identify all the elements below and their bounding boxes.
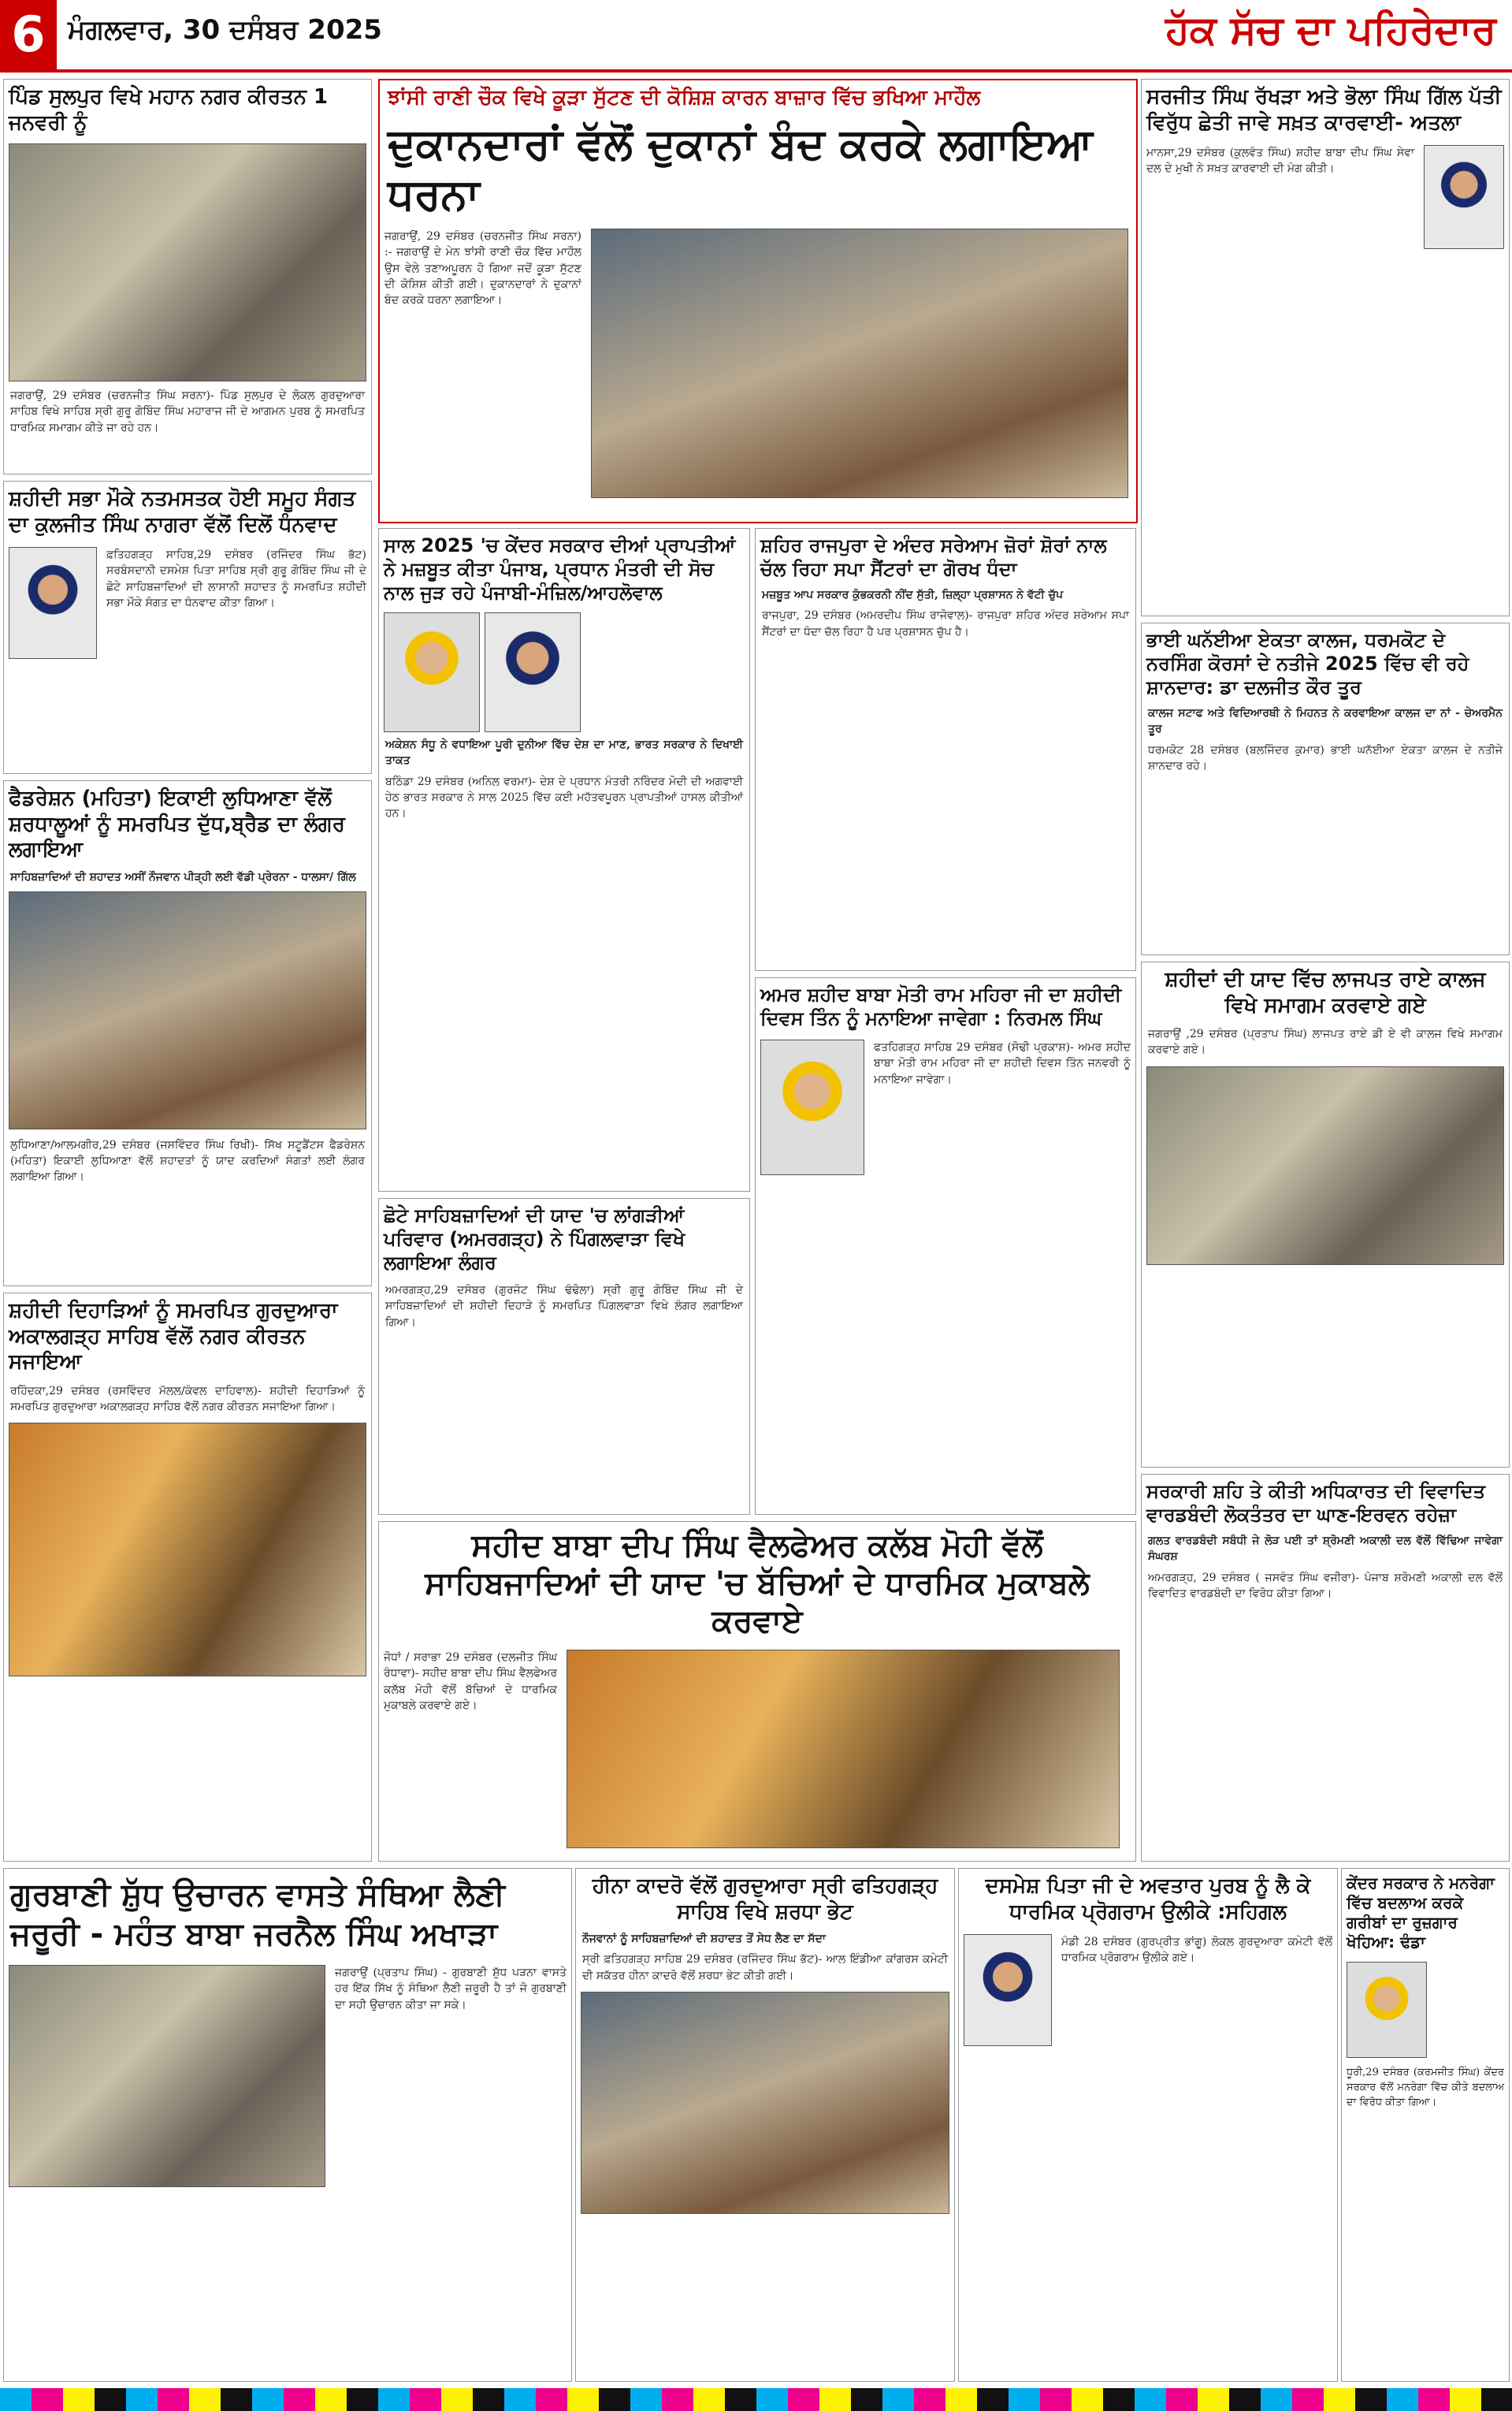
story-headline: ਸਹੀਦ ਬਾਬਾ ਦੀਪ ਸਿੰਘ ਵੈਲਫੇਅਰ ਕਲੱਬ ਮੋਹੀ ਵੱਲੋਂ ਸਾਹਿਬਜਾਦਿਆਂ ਦੀ ਯਾਦ 'ਚ ਬੱਚਿਆਂ ਦੇ ਧਾਰਮਿਕ ਮੁਕਾਬਲੇ ਕਰਵਾਏ — [425, 1527, 1090, 1639]
story-s14 — [1141, 79, 1510, 616]
story-headline: ਗੁਰਬਾਣੀ ਸ਼ੁੱਧ ਉਚਾਰਨ ਵਾਸਤੇ ਸੰਥਿਆ ਲੈਣੀ ਜਰੂਰੀ - ਮਹੰਤ ਬਾਬਾ ਜਰਨੈਲ ਸਿੰਘ ਅਖਾੜਾ — [10, 1877, 505, 1952]
story-s13 — [958, 1868, 1338, 2382]
story-s18 — [1341, 1868, 1510, 2382]
story-s2 — [3, 481, 372, 774]
story-photo — [581, 1992, 949, 2214]
story-body: ਰਾਜਪੁਰਾ, 29 ਦਸੰਬਰ (ਅਮਰਦੀਪ ਸਿੰਘ ਰਾਜੋਵਾਲ)- ਰਾਜਪੁਰਾ ਸ਼ਹਿਰ ਅੰਦਰ ਸ਼ਰੇਆਮ ਸਪਾ ਸੈਂਟਰਾਂ ਦਾ ਧੰਦਾ ਚੱਲ ਰਿਹਾ ਹੈ ਪਰ ਪ੍ਰਸ਼ਾਸਨ ਚੁੱਪ ਹੈ। — [762, 609, 1129, 638]
story-caption: ਮਜ਼ਬੂਤ ਆਪ ਸਰਕਾਰ ਕੁੰਭਕਰਨੀ ਨੀਂਦ ਸੁੱਤੀ, ਜ਼ਿਲ੍ਹਾ ਪ੍ਰਸ਼ਾਸਨ ਨੇ ਵੱਟੀ ਚੁੱਪ — [762, 589, 1064, 601]
story-portrait — [9, 547, 97, 659]
story-headline: ਛੋਟੇ ਸਾਹਿਬਜ਼ਾਦਿਆਂ ਦੀ ਯਾਦ 'ਚ ਲਾਂਗੜੀਆਂ ਪਰਿਵਾਰ (ਅਮਰਗੜ੍ਹ) ਨੇ ਪਿੰਗਲਵਾੜਾ ਵਿਖੇ ਲਗਾਇਆ ਲੰਗਰ — [384, 1204, 685, 1274]
story-body: ਲੁਧਿਆਣਾ/ਆਲਮਗੀਰ,29 ਦਸੰਬਰ (ਜਸਵਿੰਦਰ ਸਿੰਘ ਰਿਖੀ)- ਸਿੱਖ ਸਟੂਡੈਂਟਸ ਫੈਡਰੇਸ਼ਨ (ਮਹਿਤਾ) ਇਕਾਈ ਲੁਧਿਆਣਾ ਵੱਲੋਂ ਸ਼ਹਾਦਤਾਂ ਨੂੰ ਯਾਦ ਕਰਦਿਆਂ ਸੰਗਤਾਂ ਲਈ ਲੰਗਰ ਲਗਾਇਆ ਗਿਆ। — [10, 1138, 365, 1184]
story-s8 — [378, 1198, 750, 1515]
story-s3 — [3, 780, 372, 1286]
story-headline: ਦਸਮੇਸ਼ ਪਿਤਾ ਜੀ ਦੇ ਅਵਤਾਰ ਪੁਰਬ ਨੂੰ ਲੈ ਕੇ ਧਾਰਮਿਕ ਪ੍ਰੋਗਰਾਮ ਉਲੀਕੇ :ਸਹਿਗਲ — [985, 1874, 1311, 1924]
story-headline: ਪਿੰਡ ਸੁਲਪੁਰ ਵਿਖੇ ਮਹਾਨ ਨਗਰ ਕੀਰਤਨ 1 ਜਨਵਰੀ ਨੂੰ — [9, 85, 329, 135]
story-s10 — [755, 977, 1136, 1515]
story-caption: ਨੌਜਵਾਨਾਂ ਨੂੰ ਸਾਹਿਬਜ਼ਾਦਿਆਂ ਦੀ ਸ਼ਹਾਦਤ ਤੋਂ ਸੇਧ ਲੈਣ ਦਾ ਸੱਦਾ — [582, 1933, 826, 1945]
story-headline: ਸ਼ਹਿਰ ਰਾਜਪੁਰਾ ਦੇ ਅੰਦਰ ਸਰੇਆਮ ਜ਼ੋਰਾਂ ਸ਼ੋਰਾਂ ਨਾਲ ਚੱਲ ਰਿਹਾ ਸਪਾ ਸੈਂਟਰਾਂ ਦਾ ਗੋਰਖ ਧੰਦਾ — [760, 534, 1107, 580]
story-body: ਜਗਰਾਉਂ, 29 ਦਸੰਬਰ (ਚਰਨਜੀਤ ਸਿੰਘ ਸਰਨਾ) :- ਜਗਰਾਉਂ ਦੇ ਮੇਨ ਝਾਂਸੀ ਰਾਣੀ ਚੌਕ ਵਿੱਚ ਮਾਹੌਲ ਉਸ ਵੇਲੇ ਤਣਾਅਪੂਰਨ ਹੋ ਗਿਆ ਜਦੋਂ ਕੂੜਾ ਸੁੱਟਣ ਦੀ ਕੋਸ਼ਿਸ਼ ਕੀਤੀ ਗਈ। ਦੁਕਾਨਦਾਰਾਂ ਨੇ ਦੁਕਾਨਾਂ ਬੰਦ ਕਰਕੇ ਧਰਨਾ ਲਗਾਇਆ। — [385, 230, 581, 307]
story-body: ਜਗਰਾਉਂ, 29 ਦਸੰਬਰ (ਚਰਨਜੀਤ ਸਿੰਘ ਸਰਨਾ)- ਪਿੰਡ ਸੁਲਪੁਰ ਦੇ ਲੋਕਲ ਗੁਰਦੁਆਰਾ ਸਾਹਿਬ ਵਿਖੇ ਸਾਹਿਬ ਸ੍ਰੀ ਗੁਰੂ ਗੋਬਿੰਦ ਸਿੰਘ ਮਹਾਰਾਜ ਜੀ ਦੇ ਆਗਮਨ ਪੁਰਬ ਨੂੰ ਸਮਰਪਿਤ ਧਾਰਮਿਕ ਸਮਾਗਮ ਕੀਤੇ ਜਾ ਰਹੇ ਹਨ। — [10, 389, 365, 434]
story-photo — [567, 1650, 1120, 1848]
story-portrait — [1424, 145, 1504, 249]
story-body: ਧਰਮਕੋਟ 28 ਦਸੰਬਰ (ਬਲਜਿੰਦਰ ਕੁਮਾਰ) ਭਾਈ ਘਨੱਈਆ ਏਕਤਾ ਕਾਲਜ ਦੇ ਨਤੀਜੇ ਸ਼ਾਨਦਾਰ ਰਹੇ। — [1148, 743, 1503, 772]
story-caption: ਸਾਹਿਬਜ਼ਾਦਿਆਂ ਦੀ ਸ਼ਹਾਦਤ ਅਸੀਂ ਨੌਜਵਾਨ ਪੀੜ੍ਹੀ ਲਈ ਵੱਡੀ ਪ੍ਰੇਰਨਾ - ਧਾਲਸਾ/ ਗਿੱਲ — [10, 870, 356, 884]
story-headline: ਦੁਕਾਨਦਾਰਾਂ ਵੱਲੋਂ ਦੁਕਾਨਾਂ ਬੰਦ ਕਰਕੇ ਲਗਾਇਆ ਧਰਨਾ — [388, 118, 1093, 220]
story-s9 — [755, 528, 1136, 971]
story-s4 — [3, 1293, 372, 1862]
story-headline: ਸਰਕਾਰੀ ਸ਼ਹਿ ਤੇ ਕੀਤੀ ਅਧਿਕਾਰਤ ਦੀ ਵਿਵਾਦਿਤ ਵਾਰਡਬੰਦੀ ਲੋਕਤੰਤਰ ਦਾ ਘਾਣ-ਇਰਵਨ ਰਹੇਜ਼ਾ — [1146, 1480, 1486, 1526]
story-photo — [9, 1423, 366, 1676]
story-photo — [9, 143, 366, 381]
story-portrait — [964, 1934, 1052, 2046]
masthead-logo: ਹੱਕ ਸੱਚ ਦਾ ਪਹਿਰੇਦਾਰ — [1165, 6, 1496, 53]
story-body: ਫ਼ਤਿਹਗੜ੍ਹ ਸਾਹਿਬ,29 ਦਸੰਬਰ (ਰਜਿੰਦਰ ਸਿੰਘ ਭੱਟ) ਸਰਬੰਸਦਾਨੀ ਦਸਮੇਸ਼ ਪਿਤਾ ਸਾਹਿਬ ਸ੍ਰੀ ਗੁਰੂ ਗੋਬਿੰਦ ਸਿੰਘ ਜੀ ਦੇ ਛੋਟੇ ਸਾਹਿਬਜ਼ਾਦਿਆਂ ਦੀ ਲਾਸਾਨੀ ਸ਼ਹਾਦਤ ਨੂੰ ਸਮਰਪਿਤ ਸ਼ਹੀਦੀ ਸਭਾ ਮੌਕੇ ਸੰਗਤ ਦਾ ਧੰਨਵਾਦ ਕੀਤਾ ਗਿਆ। — [106, 549, 366, 609]
story-photo — [9, 1965, 325, 2187]
story-headline: ਫੈਡਰੇਸ਼ਨ (ਮਹਿਤਾ) ਇਕਾਈ ਲੁਧਿਆਣਾ ਵੱਲੋਂ ਸ਼ਰਧਾਲੂਆਂ ਨੂੰ ਸਮਰਪਿਤ ਦੁੱਧ,ਬ੍ਰੈਡ ਦਾ ਲੰਗਰ ਲਗਾਇਆ — [9, 787, 345, 861]
story-headline: ਸਾਲ 2025 'ਚ ਕੇਂਦਰ ਸਰਕਾਰ ਦੀਆਂ ਪ੍ਰਾਪਤੀਆਂ ਨੇ ਮਜ਼ਬੂਤ ਕੀਤਾ ਪੰਜਾਬ, ਪ੍ਰਧਾਨ ਮੰਤਰੀ ਦੀ ਸੋਚ ਨਾਲ ਜੁੜ ਰਹੇ ਪੰਜਾਬੀ-ਮੰਜ਼ਿਲ/ਆਹਲੋਵਾਲ — [384, 534, 736, 604]
story-caption: ਗਲਤ ਵਾਰਡਬੰਦੀ ਸਬੰਧੀ ਜੇ ਲੋੜ ਪਈ ਤਾਂ ਸ਼੍ਰੋਮਣੀ ਅਕਾਲੀ ਦਲ ਵੱਲੋਂ ਵਿੱਢਿਆ ਜਾਵੇਗਾ ਸੰਘਰਸ਼ — [1148, 1535, 1503, 1564]
story-s5 — [3, 1868, 572, 2382]
portrait-left — [384, 612, 480, 732]
story-portrait — [760, 1040, 864, 1175]
story-headline: ਭਾਈ ਘਨੱਈਆ ਏਕਤਾ ਕਾਲਜ, ਧਰਮਕੋਟ ਦੇ ਨਰਸਿੰਗ ਕੋਰਸਾਂ ਦੇ ਨਤੀਜੇ 2025 ਵਿੱਚ ਵੀ ਰਹੇ ਸ਼ਾਨਦਾਰ: ਡਾ ਦਲਜੀਤ ਕੌਰ ਤੂਰ — [1146, 629, 1469, 698]
story-body: ਧੂਰੀ,29 ਦਸੰਬਰ (ਕਰਮਜੀਤ ਸਿੰਘ) ਕੇਂਦਰ ਸਰਕਾਰ ਵੱਲੋਂ ਮਨਰੇਗਾ ਵਿੱਚ ਕੀਤੇ ਬਦਲਾਅ ਦਾ ਵਿਰੋਧ ਕੀਤਾ ਗਿਆ। — [1347, 2067, 1504, 2108]
story-body: ਅਮਰਗੜ੍ਹ,29 ਦਸੰਬਰ (ਗੁਰਜੰਟ ਸਿੰਘ ਢੰਢੋਲਾ) ਸ੍ਰੀ ਗੁਰੂ ਗੋਬਿੰਦ ਸਿੰਘ ਜੀ ਦੇ ਸਾਹਿਬਜ਼ਾਦਿਆਂ ਦੀ ਸ਼ਹੀਦੀ ਦਿਹਾੜੇ ਨੂੰ ਸਮਰਪਿਤ ਪਿੰਗਲਵਾੜਾ ਵਿਖੇ ਲੰਗਰ ਲਗਾਇਆ ਗਿਆ। — [385, 1284, 743, 1329]
story-headline: ਸਰਜੀਤ ਸਿੰਘ ਰੱਖੜਾ ਅਤੇ ਭੋਲਾ ਸਿੰਘ ਗਿੱਲ ਪੱਤੀ ਵਿਰੁੱਧ ਛੇਤੀ ਜਾਵੇ ਸਖ਼ਤ ਕਾਰਵਾਈ- ਅਤਲਾ — [1146, 85, 1502, 135]
story-body: ਜੋਧਾਂ / ਸਰਾਭਾ 29 ਦਸੰਬਰ (ਦਲਜੀਤ ਸਿੰਘ ਰੰਧਾਵਾ)- ਸਹੀਦ ਬਾਬਾ ਦੀਪ ਸਿੰਘ ਵੈਲਫੇਅਰ ਕਲੱਬ ਮੋਹੀ ਵੱਲੋਂ ਬੱਚਿਆਂ ਦੇ ਧਾਰਮਿਕ ਮੁਕਾਬਲੇ ਕਰਵਾਏ ਗਏ। — [384, 1651, 557, 1712]
portrait-right — [485, 612, 581, 732]
story-s16 — [1141, 962, 1510, 1468]
story-s6 — [378, 79, 1138, 523]
story-s1 — [3, 79, 372, 474]
story-headline: ਹੀਨਾ ਕਾਦਰੋ ਵੱਲੋਂ ਗੁਰਦੁਆਰਾ ਸ੍ਰੀ ਫਤਿਹਗੜ੍ਹ ਸਾਹਿਬ ਵਿਖੇ ਸ਼ਰਧਾ ਭੇਟ — [592, 1874, 938, 1924]
story-headline: ਸ਼ਹੀਦੀ ਦਿਹਾੜਿਆਂ ਨੂੰ ਸਮਰਪਿਤ ਗੁਰਦੁਆਰਾ ਅਕਾਲਗੜ੍ਹ ਸਾਹਿਬ ਵੱਲੋਂ ਨਗਰ ਕੀਰਤਨ ਸਜਾਇਆ — [9, 1299, 338, 1374]
story-photo — [9, 891, 366, 1129]
story-photo — [1146, 1066, 1504, 1265]
story-body: ਮਾਨਸਾ,29 ਦਸੰਬਰ (ਕੁਲਵੰਤ ਸਿੰਘ) ਸ਼ਹੀਦ ਬਾਬਾ ਦੀਪ ਸਿੰਘ ਸੇਵਾ ਦਲ ਦੇ ਮੁਖੀ ਨੇ ਸਖ਼ਤ ਕਾਰਵਾਈ ਦੀ ਮੰਗ ਕੀਤੀ। — [1146, 147, 1414, 176]
story-caption: ਅਕੇਸ਼ਨ ਸੰਧੂ ਨੇ ਵਧਾਇਆ ਪੂਰੀ ਦੁਨੀਆ ਵਿੱਚ ਦੇਸ਼ ਦਾ ਮਾਣ, ਭਾਰਤ ਸਰਕਾਰ ਨੇ ਦਿਖਾਈ ਤਾਕਤ — [385, 739, 743, 768]
story-s12 — [575, 1868, 955, 2382]
story-headline: ਸ਼ਹੀਦੀ ਸਭਾ ਮੌਕੇ ਨਤਮਸਤਕ ਹੋਈ ਸਮੂਹ ਸੰਗਤ ਦਾ ਕੁਲਜੀਤ ਸਿੰਘ ਨਾਗਰਾ ਵੱਲੋਂ ਦਿਲੋਂ ਧੰਨਵਾਦ — [9, 487, 356, 537]
story-s7 — [378, 528, 750, 1192]
story-headline: ਸ਼ਹੀਦਾਂ ਦੀ ਯਾਦ ਵਿੱਚ ਲਾਜਪਤ ਰਾਏ ਕਾਲਜ ਵਿਖੇ ਸਮਾਗਮ ਕਰਵਾਏ ਗਏ — [1165, 968, 1486, 1018]
page-date: ਮੰਗਲਵਾਰ, 30 ਦਸੰਬਰ 2025 — [68, 14, 382, 46]
story-body: ਜਗਰਾਉਂ (ਪ੍ਰਤਾਪ ਸਿੰਘ) - ਗੁਰਬਾਣੀ ਸ਼ੁੱਧ ਪੜਨਾ ਵਾਸਤੇ ਹਰ ਇੱਕ ਸਿੱਖ ਨੂੰ ਸੰਥਿਆ ਲੈਣੀ ਜ਼ਰੂਰੀ ਹੈ ਤਾਂ ਜੋ ਗੁਰਬਾਣੀ ਦਾ ਸਹੀ ਉਚਾਰਨ ਕੀਤਾ ਜਾ ਸਕੇ। — [335, 1966, 567, 2011]
story-body: ਮੰਡੀ 28 ਦਸੰਬਰ (ਗੁਰਪ੍ਰੀਤ ਭਾਂਗੂ) ਲੋਕਲ ਗੁਰਦੁਆਰਾ ਕਮੇਟੀ ਵੱਲੋਂ ਧਾਰਮਿਕ ਪ੍ਰੋਗਰਾਮ ਉਲੀਕੇ ਗਏ। — [1061, 1936, 1332, 1965]
story-photo — [591, 229, 1128, 498]
page-header — [0, 0, 1512, 73]
story-body: ਫਤਹਿਗੜ੍ਹ ਸਾਹਿਬ 29 ਦਸੰਬਰ (ਸੋਢੀ ਪ੍ਰਕਾਸ਼)- ਅਮਰ ਸ਼ਹੀਦ ਬਾਬਾ ਮੋਤੀ ਰਾਮ ਮਹਿਰਾ ਜੀ ਦਾ ਸ਼ਹੀਦੀ ਦਿਵਸ ਤਿੰਨ ਜਨਵਰੀ ਨੂੰ ਮਨਾਇਆ ਜਾਵੇਗਾ। — [874, 1041, 1131, 1086]
story-s17 — [1141, 1474, 1510, 1862]
story-headline: ਕੇਂਦਰ ਸਰਕਾਰ ਨੇ ਮਨਰੇਗਾ ਵਿੱਚ ਬਦਲਾਅ ਕਰਕੇ ਗਰੀਬਾਂ ਦਾ ਰੁਜ਼ਗਾਰ ਖੋਹਿਆ: ਢੰਡਾ — [1347, 1873, 1495, 1951]
story-body: ਰਹਿੰਦਕਾ,29 ਦਸੰਬਰ (ਰਸਵਿੰਦਰ ਮੱਲਲ/ਕੰਵਲ ਦਾਹਿਵਾਲ)- ਸ਼ਹੀਦੀ ਦਿਹਾੜਿਆਂ ਨੂੰ ਸਮਰਪਿਤ ਗੁਰਦੁਆਰਾ ਅਕਾਲਗੜ੍ਹ ਸਾਹਿਬ ਵੱਲੋਂ ਨਗਰ ਕੀਰਤਨ ਸਜਾਇਆ ਗਿਆ। — [10, 1384, 365, 1413]
story-caption: ਕਾਲਜ ਸਟਾਫ ਅਤੇ ਵਿਦਿਆਰਥੀ ਨੇ ਮਿਹਨਤ ਨੇ ਕਰਵਾਇਆ ਕਾਲਜ ਦਾ ਨਾਂ - ਚੇਅਰਮੈਨ ਤੂਰ — [1148, 707, 1503, 736]
story-s15 — [1141, 623, 1510, 955]
story-body: ਜਗਰਾਉਂ ,29 ਦਸੰਬਰ (ਪ੍ਰਤਾਪ ਸਿੰਘ) ਲਾਜਪਤ ਰਾਏ ਡੀ ਏ ਵੀ ਕਾਲਜ ਵਿਖੇ ਸਮਾਗਮ ਕਰਵਾਏ ਗਏ। — [1148, 1028, 1503, 1057]
story-kicker: ਝਾਂਸੀ ਰਾਣੀ ਚੌਕ ਵਿਖੇ ਕੂੜਾ ਸੁੱਟਣ ਦੀ ਕੋਸ਼ਿਸ਼ ਕਾਰਨ ਬਾਜ਼ਾਰ ਵਿੱਚ ਭਖਿਆ ਮਾਹੌਲ — [388, 86, 981, 110]
color-registration-bar — [0, 2388, 1512, 2411]
page-number: 6 — [0, 0, 57, 69]
story-s11 — [378, 1521, 1136, 1862]
story-body: ਅਮਰਗੜ੍ਹ, 29 ਦਸੰਬਰ ( ਜਸਵੰਤ ਸਿੰਘ ਵਜੀਰਾ)- ਪੰਜਾਬ ਸ਼ਰੋਮਣੀ ਅਕਾਲੀ ਦਲ ਵੱਲੋਂ ਵਿਵਾਦਿਤ ਵਾਰਡਬੰਦੀ ਦਾ ਵਿਰੋਧ ਕੀਤਾ ਗਿਆ। — [1148, 1571, 1503, 1600]
story-body: ਸ੍ਰੀ ਫ਼ਤਿਹਗੜ੍ਹ ਸਾਹਿਬ 29 ਦਸੰਬਰ (ਰਜਿੰਦਰ ਸਿੰਘ ਭੱਟ)- ਆਲ ਇੰਡੀਆ ਕਾਂਗਰਸ ਕਮੇਟੀ ਦੀ ਸਕੱਤਰ ਹੀਨਾ ਕਾਦਰੋ ਵੱਲੋਂ ਸ਼ਰਧਾ ਭੇਟ ਕੀਤੀ ਗਈ। — [582, 1953, 948, 1982]
story-headline: ਅਮਰ ਸ਼ਹੀਦ ਬਾਬਾ ਮੋਤੀ ਰਾਮ ਮਹਿਰਾ ਜੀ ਦਾ ਸ਼ਹੀਦੀ ਦਿਵਸ ਤਿੰਨ ਨੂੰ ਮਨਾਇਆ ਜਾਵੇਗਾ : ਨਿਰਮਲ ਸਿੰਘ — [760, 984, 1122, 1029]
story-portrait — [1347, 1962, 1427, 2058]
story-body: ਬਠਿੰਡਾ 29 ਦਸੰਬਰ (ਅਨਿਲ ਵਰਮਾ)- ਦੇਸ਼ ਦੇ ਪ੍ਰਧਾਨ ਮੰਤਰੀ ਨਰਿੰਦਰ ਮੋਦੀ ਦੀ ਅਗਵਾਈ ਹੇਠ ਭਾਰਤ ਸਰਕਾਰ ਨੇ ਸਾਲ 2025 ਵਿੱਚ ਕਈ ਮਹੱਤਵਪੂਰਨ ਪ੍ਰਾਪਤੀਆਂ ਹਾਸਲ ਕੀਤੀਆਂ ਹਨ। — [385, 775, 743, 820]
